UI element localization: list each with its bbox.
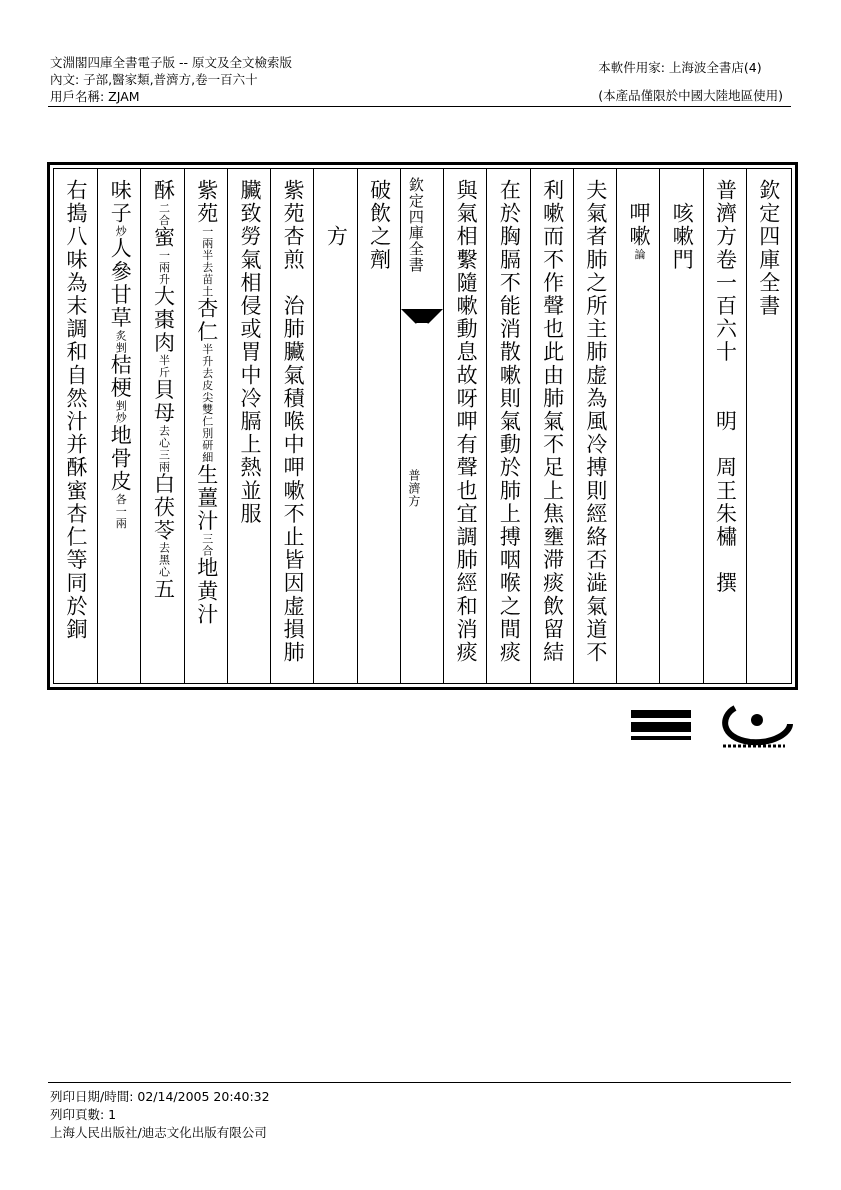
column-text: 咳嗽門	[670, 179, 695, 272]
column-text: 呷嗽論	[627, 179, 652, 261]
text-columns	[53, 168, 792, 684]
text-column	[140, 169, 183, 683]
column-text: 與氣相繫隨嗽動息故呀呷有聲也宜調肺經和消痰	[454, 179, 479, 665]
header-username: 用戶名稱: ZJAM	[50, 89, 140, 104]
ingredient-name: 甘草	[108, 283, 133, 330]
ingredient-note: 炒	[114, 225, 128, 238]
header-divider	[48, 106, 791, 107]
ingredient-name: 地黄汁	[194, 556, 219, 627]
column-note: 論	[633, 248, 647, 261]
header-title: 文淵閣四庫全書電子版 -- 原文及全文檢索版	[50, 55, 292, 70]
column-text: 欽定四庫全書	[756, 179, 781, 318]
text-column	[703, 169, 746, 683]
prescription-ingredients	[143, 179, 183, 601]
ingredient-name: 杏仁	[194, 297, 219, 344]
header-licensee: 本軟件用家: 上海波全書店(4)	[598, 60, 762, 75]
ingredient-note: 半升去皮尖雙仁別研細	[200, 343, 214, 464]
text-column	[616, 169, 659, 683]
text-column	[357, 169, 400, 683]
footer	[50, 1088, 270, 1142]
column-text: 紫苑杏煎 治肺臟氣積喉中呷嗽不止皆因虚損肺	[281, 179, 306, 665]
column-text: 在於胸膈不能消散嗽則氣動於肺上搏咽喉之間痰	[497, 179, 522, 665]
column-text: 夫氣者肺之所主肺虚為風冷搏則經絡否澁氣道不	[583, 179, 608, 665]
text-column	[659, 169, 702, 683]
ingredient-name: 生薑汁	[194, 463, 219, 533]
text-column	[573, 169, 616, 683]
publisher-logo-icon	[625, 698, 795, 752]
header-content-path: 內文: 子部,醫家類,普濟方,卷一百六十	[50, 72, 258, 87]
ingredient-name: 味子	[108, 179, 133, 226]
ingredient-note: 剉炒	[114, 399, 128, 424]
header-left	[50, 54, 292, 105]
ingredient-name: 酥	[151, 179, 176, 203]
footer-print-datetime: 列印日期/時間: 02/14/2005 20:40:32	[50, 1089, 270, 1104]
ingredient-name: 地骨皮	[108, 423, 133, 494]
text-column	[227, 169, 270, 683]
ingredient-note: 一兩升	[157, 249, 171, 286]
spine-section: 普濟方	[406, 469, 421, 508]
page-frame	[47, 162, 798, 690]
spine-title: 欽定四庫全書	[406, 177, 425, 273]
text-column	[746, 169, 789, 683]
footer-divider	[48, 1082, 791, 1083]
ingredient-note: 三合	[200, 532, 214, 557]
prescription-ingredients	[187, 179, 227, 626]
ingredient-name: 蜜	[151, 226, 176, 250]
text-column	[530, 169, 573, 683]
header-region-note: (本產品僅限於中國大陸地區使用)	[598, 88, 783, 103]
ingredient-name: 五	[151, 578, 176, 602]
ingredient-name: 人參	[108, 237, 133, 284]
text-column	[486, 169, 529, 683]
text-column	[443, 169, 486, 683]
column-text: 利嗽而不作聲也此由肺氣不足上焦壅滞痰飲留結	[540, 179, 565, 665]
ingredient-name: 白茯苓	[151, 472, 176, 543]
ingredient-name: 紫苑	[194, 179, 219, 226]
ingredient-note: 一兩半去苗土	[200, 225, 214, 298]
ingredient-name: 貝母	[151, 378, 176, 425]
ingredient-note: 半斤	[157, 354, 171, 379]
text-column	[54, 169, 97, 683]
text-column	[270, 169, 313, 683]
prescription-ingredients	[100, 179, 140, 529]
footer-publisher: 上海人民出版社/迪志文化出版有限公司	[50, 1125, 267, 1140]
header-right	[598, 54, 783, 110]
spine-column	[400, 169, 443, 683]
column-text: 臟致勞氣相侵或胃中冷膈上熱並服	[237, 179, 262, 526]
ingredient-name: 桔梗	[108, 353, 133, 400]
ingredient-note: 去黑心	[157, 542, 171, 579]
column-text: 方	[324, 179, 349, 249]
column-text: 破飲之劑	[367, 179, 392, 272]
text-column	[184, 169, 227, 683]
text-column	[97, 169, 140, 683]
ingredient-name: 大棗肉	[151, 285, 176, 355]
ingredient-note: 炙剉	[114, 329, 128, 354]
ingredient-note: 二合	[157, 202, 171, 227]
fish-tail-notch	[401, 323, 443, 331]
column-text: 普濟方卷一百六十 明 周王朱橚 撰	[713, 179, 738, 595]
footer-page-count: 列印頁數: 1	[50, 1107, 117, 1122]
column-text: 右搗八味為末調和自然汁并酥蜜杏仁等同於銅	[64, 179, 88, 641]
ingredient-note: 去心三兩	[157, 424, 171, 473]
text-column	[313, 169, 356, 683]
ingredient-note: 各一兩	[114, 493, 128, 530]
